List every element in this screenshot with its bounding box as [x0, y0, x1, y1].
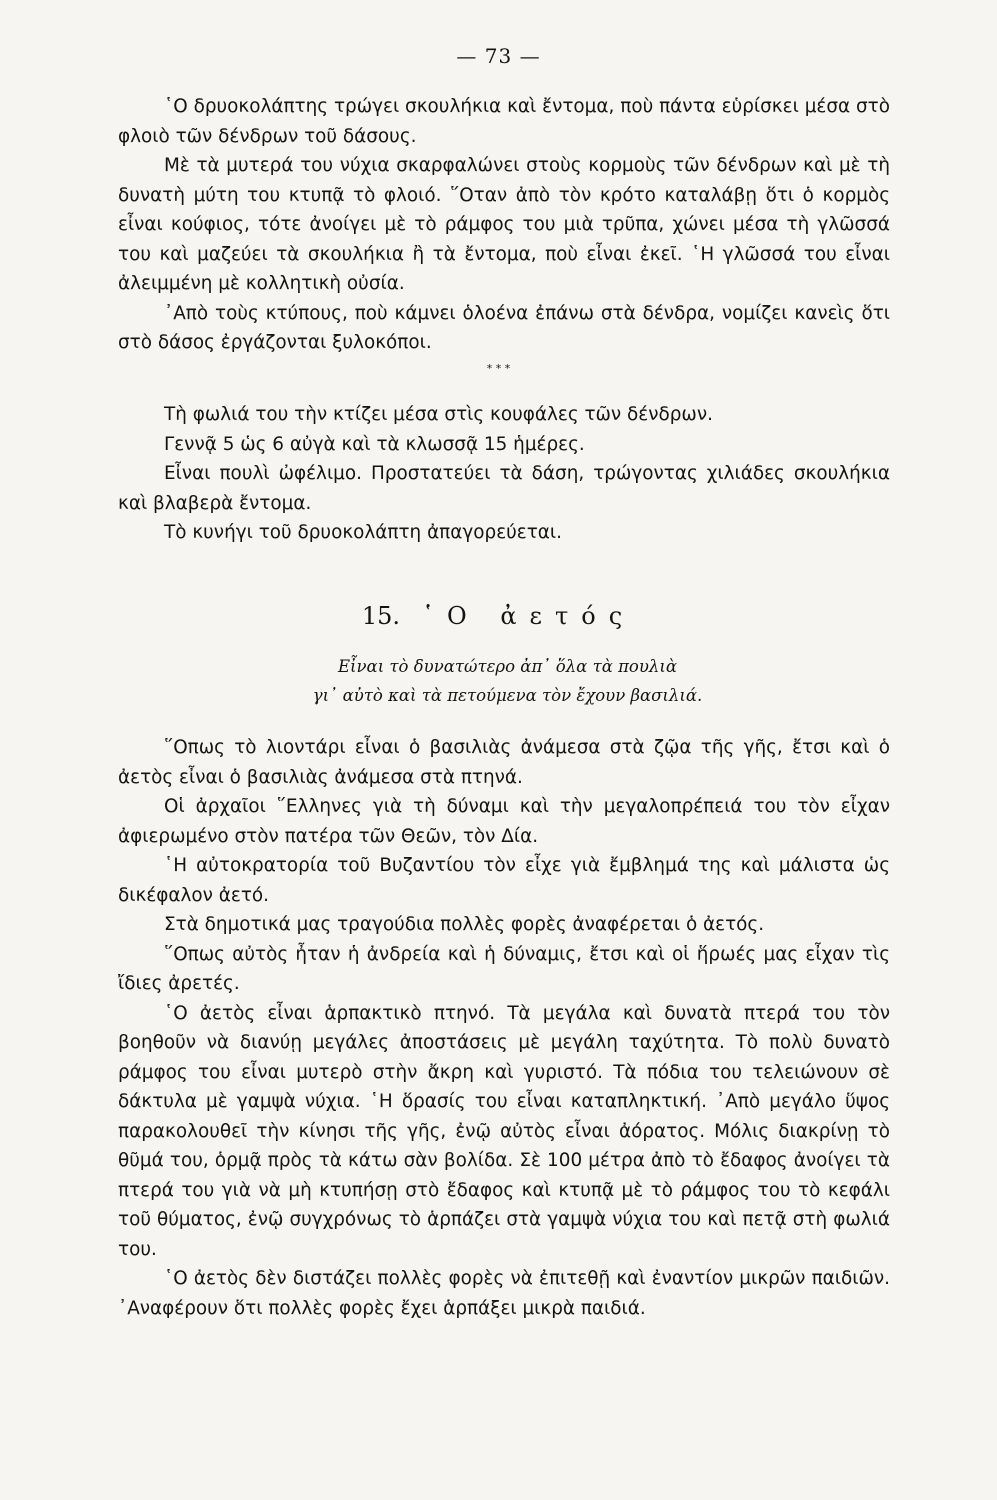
- section-separator: [0, 364, 997, 374]
- paragraph: Γεννᾷ 5 ὡς 6 αὐγὰ καὶ τὰ κλωσσᾷ 15 ἡμέρες.: [164, 433, 585, 455]
- epigraph: [0, 652, 997, 710]
- woodpecker-facts-section: [118, 400, 890, 548]
- paragraph: Στὰ δημοτικά μας τραγούδια πολλὲς φορὲς ἀναφέρεται ὁ ἀετός.: [164, 914, 765, 935]
- paragraph: Οἱ ἀρχαῖοι ῞Ελληνες γιὰ τὴ δύναμι καὶ τὴν μεγαλοπρέπειά του τὸν εἶχαν ἀφιερωμένο στὸν πατέρα τῶν Θεῶν, τὸν Δία.: [118, 796, 890, 847]
- paragraph: Εἶναι πουλὶ ὠφέλιμο. Προστατεύει τὰ δάση, τρώγοντας χιλιάδες σκουλήκια καὶ βλαβερὰ ἔντομα.: [118, 463, 890, 514]
- eagle-section: [118, 733, 890, 1323]
- chapter-title: ῾Ο ἀετός: [422, 602, 636, 630]
- chapter-heading: [0, 602, 997, 630]
- paragraph: ῾Η αὐτοκρατορία τοῦ Βυζαντίου τὸν εἶχε γιὰ ἔμβλημά της καὶ μάλιστα ὡς δικέφαλον ἀετό.: [118, 855, 890, 906]
- paragraph: Τὸ κυνήγι τοῦ δρυοκολάπτη ἀπαγορεύεται.: [164, 522, 562, 543]
- paragraph: Μὲ τὰ μυτερά του νύχια σκαρφαλώνει στοὺς κορμοὺς τῶν δένδρων καὶ μὲ τὴ δυνατὴ μύτη του κτυπᾷ τὸ φλοιό. ῞Οταν ἀπὸ τὸν κρότο καταλάβῃ ὅτι ὁ κορμὸς εἶναι κούφιος, τότε ἀνοίγει μὲ τὸ ράμφος του μιὰ τρῦπα, χώνει μέσα τὴ γλῶσσά του καὶ μαζεύει τὰ σκουλήκια ἢ τὰ ἔντομα, ποὺ εἶναι ἐκεῖ. ῾Η γλῶσσά του εἶναι ἀλειμμένη μὲ κολλητικὴ οὐσία.: [118, 155, 890, 294]
- paragraph: ῞Οπως αὐτὸς ἦταν ἡ ἀνδρεία καὶ ἡ δύναμις, ἔτσι καὶ οἱ ἥρωές μας εἶχαν τὶς ἴδιες ἀρετές.: [118, 943, 890, 994]
- paragraph: ῾Ο ἀετὸς εἶναι ἁρπακτικὸ πτηνό. Τὰ μεγάλα καὶ δυνατὰ πτερά του τὸν βοηθοῦν νὰ διανύῃ μεγάλες ἀποστάσεις μὲ μεγάλη ταχύτητα. Τὸ πολὺ δυνατὸ ράμφος του εἶναι μυτερὸ στὴν ἄκρη καὶ γυριστό. Τὰ πόδια του τελειώνουν σὲ δάκτυλα μὲ γαμψὰ νύχια. ῾Η ὅρασίς του εἶναι καταπληκτική. ᾿Απὸ μεγάλο ὕψος παρακολουθεῖ τὴν κίνησι τῆς γῆς, ἐνῷ αὐτὸς εἶναι ἀόρατος. Μόλις διακρίνῃ τὸ θῦμά του, ὁρμᾷ πρὸς τὰ κάτω σὰν βολίδα. Σὲ 100 μέτρα ἀπὸ τὸ ἔδαφος ἀνοίγει τὰ πτερά του γιὰ νὰ μὴ κτυπήσῃ στὸ ἔδαφος καὶ κτυπᾷ μὲ τὸ ράμφος του τὸ κεφάλι τοῦ θύματος, ἐνῷ συγχρόνως τὸ ἁρπάζει στὰ γαμψὰ νύχια του καὶ πετᾷ στὴ φωλιά του.: [118, 1002, 890, 1260]
- paragraph: ῾Ο δρυοκολάπτης τρώγει σκουλήκια καὶ ἔντομα, ποὺ πάντα εὑρίσκει μέσα στὸ φλοιὸ τῶν δένδρων τοῦ δάσους.: [118, 96, 890, 147]
- epigraph-line: γι᾿ αὐτὸ καὶ τὰ πετούμενα τὸν ἔχουν βασιλιά.: [312, 686, 703, 705]
- paragraph: ῞Οπως τὸ λιοντάρι εἶναι ὁ βασιλιὰς ἀνάμεσα στὰ ζῷα τῆς γῆς, ἔτσι καὶ ὁ ἀετὸς εἶναι ὁ βασιλιὰς ἀνάμεσα στὰ πτηνά.: [118, 737, 890, 788]
- paragraph: ῾Ο ἀετὸς δὲν διστάζει πολλὲς φορὲς νὰ ἐπιτεθῇ καὶ ἐναντίον μικρῶν παιδιῶν. ᾿Αναφέρουν ὅτι πολλὲς φορὲς ἔχει ἁρπάξει μικρὰ παιδιά.: [118, 1268, 890, 1319]
- paragraph: ᾿Απὸ τοὺς κτύπους, ποὺ κάμνει ὁλοένα ἐπάνω στὰ δένδρα, νομίζει κανεὶς ὅτι στὸ δάσος ἐργάζονται ξυλοκόποι.: [118, 302, 890, 353]
- asterism: * * *: [486, 362, 511, 375]
- epigraph-line: Εἶναι τὸ δυνατώτερο ἀπ᾿ ὅλα τὰ πουλιὰ: [338, 657, 677, 676]
- woodpecker-section: [118, 92, 890, 358]
- page-number: — 73 —: [456, 44, 541, 68]
- chapter-number: 15.: [361, 602, 401, 630]
- paragraph: Τὴ φωλιά του τὴν κτίζει μέσα στὶς κουφάλες τῶν δένδρων.: [164, 404, 713, 425]
